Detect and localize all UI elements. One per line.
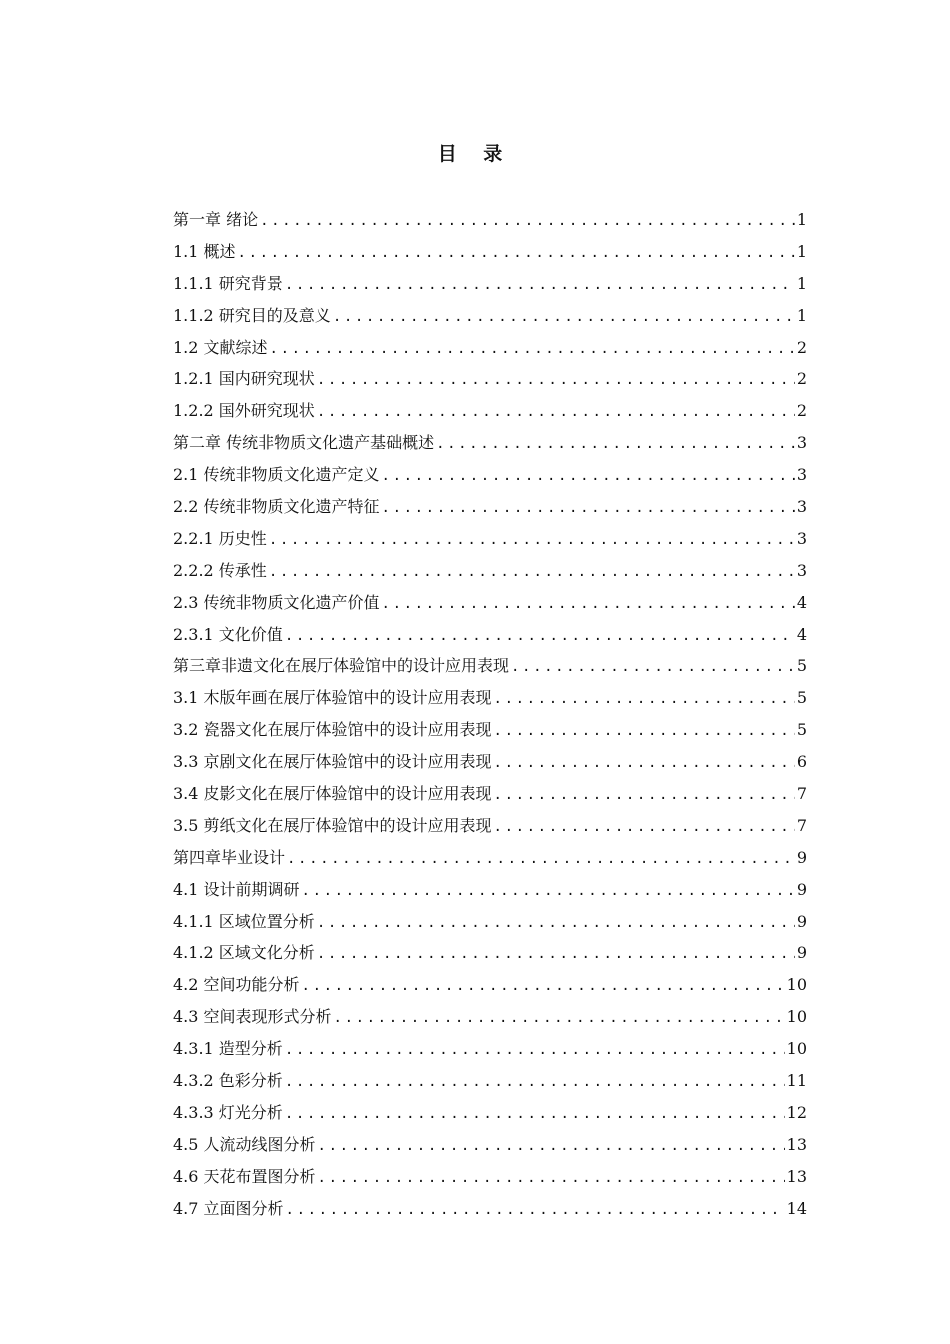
- toc-dot-leader: [382, 461, 795, 493]
- toc-entry-label: 1.2.2 国外研究现状: [173, 401, 315, 421]
- toc-entry[interactable]: [173, 427, 807, 459]
- toc-dot-leader: [286, 1195, 785, 1227]
- toc-entry-label: 3.4 皮影文化在展厅体验馆中的设计应用表现: [173, 784, 492, 804]
- toc-dot-leader: [494, 684, 795, 716]
- toc-entry[interactable]: [173, 1097, 807, 1129]
- toc-entry-label: 4.3.2 色彩分析: [173, 1071, 283, 1091]
- toc-entry[interactable]: [173, 842, 807, 874]
- toc-entry-label: 3.3 京剧文化在展厅体验馆中的设计应用表现: [173, 752, 492, 772]
- toc-dot-leader: [494, 812, 795, 844]
- toc-dot-leader: [302, 971, 785, 1003]
- toc-entry[interactable]: [173, 969, 807, 1001]
- toc-entry[interactable]: [173, 395, 807, 427]
- toc-entry-label: 4.6 天花布置图分析: [173, 1166, 316, 1186]
- toc-entry-label: 第三章非遗文化在展厅体验馆中的设计应用表现: [173, 656, 510, 676]
- toc-entry-label: 第四章毕业设计: [173, 847, 286, 867]
- toc-dot-leader: [285, 621, 795, 653]
- toc-dot-leader: [270, 334, 795, 366]
- toc-entry[interactable]: [173, 906, 807, 938]
- toc-entry[interactable]: [173, 1129, 807, 1161]
- toc-entry-label: 3.2 瓷器文化在展厅体验馆中的设计应用表现: [173, 720, 492, 740]
- toc-entry-label: 4.1 设计前期调研: [173, 879, 300, 899]
- toc-entry-label: 2.1 传统非物质文化遗产定义: [173, 465, 380, 485]
- toc-entry[interactable]: [173, 746, 807, 778]
- toc-entry-label: 3.1 木版年画在展厅体验馆中的设计应用表现: [173, 688, 492, 708]
- toc-entry-label: 2.2 传统非物质文化遗产特征: [173, 497, 380, 517]
- toc-entry[interactable]: [173, 778, 807, 810]
- toc-entry-label: 4.7 立面图分析: [173, 1198, 284, 1218]
- toc-entry-label: 1.2.1 国内研究现状: [173, 369, 315, 389]
- toc-entry-page-number: 1: [796, 241, 807, 261]
- toc-entry[interactable]: [173, 937, 807, 969]
- toc-entry[interactable]: [173, 491, 807, 523]
- toc-entry-page-number: 3: [796, 497, 807, 517]
- toc-dot-leader: [269, 557, 795, 589]
- toc-entry[interactable]: [173, 714, 807, 746]
- toc-dot-leader: [285, 1099, 785, 1131]
- toc-dot-leader: [285, 1035, 785, 1067]
- toc-entry-page-number: 10: [786, 975, 807, 995]
- toc-entry[interactable]: [173, 1161, 807, 1193]
- toc-entry[interactable]: [173, 650, 807, 682]
- toc-entry-label: 4.5 人流动线图分析: [173, 1134, 316, 1154]
- toc-entry-page-number: 13: [786, 1134, 807, 1154]
- toc-dot-leader: [334, 1003, 785, 1035]
- toc-entry-page-number: 7: [796, 815, 807, 835]
- toc-entry[interactable]: [173, 1065, 807, 1097]
- toc-entry-label: 1.2 文献综述: [173, 337, 268, 357]
- page-title: 目 录: [437, 143, 513, 165]
- toc-dot-leader: [333, 302, 795, 334]
- toc-entry-page-number: 9: [796, 943, 807, 963]
- toc-entry[interactable]: [173, 523, 807, 555]
- toc-entry[interactable]: [173, 874, 807, 906]
- toc-entry-label: 2.3.1 文化价值: [173, 624, 283, 644]
- toc-dot-leader: [285, 270, 795, 302]
- toc-entry[interactable]: [173, 1193, 807, 1225]
- toc-entry-label: 1.1 概述: [173, 241, 236, 261]
- toc-entry-page-number: 14: [786, 1198, 807, 1218]
- toc-dot-leader: [494, 716, 795, 748]
- toc-dot-leader: [318, 1131, 785, 1163]
- toc-entry-label: 1.1.2 研究目的及意义: [173, 305, 331, 325]
- toc-entry-page-number: 7: [796, 784, 807, 804]
- toc-entry-page-number: 11: [786, 1071, 807, 1091]
- toc-dot-leader: [494, 748, 795, 780]
- toc-entry-label: 第一章 绪论: [173, 210, 259, 229]
- toc-entry[interactable]: [173, 682, 807, 714]
- toc-entry-label: 4.1.2 区域文化分析: [173, 943, 315, 963]
- toc-entry-page-number: 1: [796, 305, 807, 325]
- toc-entry[interactable]: [173, 587, 807, 619]
- toc-dot-leader: [494, 780, 795, 812]
- toc-entry-label: 1.1.1 研究背景: [173, 273, 283, 293]
- toc-entry-page-number: 3: [796, 560, 807, 580]
- toc-entry-label: 2.2.2 传承性: [173, 560, 267, 580]
- toc-entry[interactable]: [173, 1033, 807, 1065]
- toc-entry[interactable]: [173, 1001, 807, 1033]
- toc-dot-leader: [436, 429, 795, 461]
- toc-entry[interactable]: [173, 268, 807, 300]
- toc-entry-page-number: 6: [796, 752, 807, 772]
- toc-entry[interactable]: [173, 236, 807, 268]
- toc-entry-page-number: 12: [786, 1102, 807, 1122]
- toc-entry-page-number: 4: [796, 624, 807, 644]
- toc-entry-page-number: 1: [796, 273, 807, 293]
- toc-entry-page-number: 4: [796, 592, 807, 612]
- toc-entry-page-number: 9: [796, 879, 807, 899]
- toc-entry-page-number: 2: [796, 401, 807, 421]
- toc-entry[interactable]: [173, 300, 807, 332]
- toc-entry-label: 3.5 剪纸文化在展厅体验馆中的设计应用表现: [173, 815, 492, 835]
- toc-entry[interactable]: [173, 619, 807, 651]
- toc-entry-page-number: 9: [796, 911, 807, 931]
- toc-dot-leader: [382, 589, 795, 621]
- toc-dot-leader: [317, 908, 795, 940]
- toc-entry-page-number: 3: [796, 528, 807, 548]
- toc-entry[interactable]: [173, 363, 807, 395]
- toc-dot-leader: [511, 652, 795, 684]
- toc-entry-page-number: 1: [796, 210, 807, 229]
- toc-dot-leader: [269, 525, 795, 557]
- toc-dot-leader: [317, 365, 795, 397]
- toc-entry-page-number: 10: [786, 1039, 807, 1059]
- toc-entry-page-number: 2: [796, 369, 807, 389]
- toc-entry-label: 4.1.1 区域位置分析: [173, 911, 315, 931]
- toc-entry-page-number: 5: [796, 720, 807, 740]
- toc-entry-page-number: 9: [796, 847, 807, 867]
- toc-dot-leader: [287, 844, 795, 876]
- toc-entry[interactable]: [173, 810, 807, 842]
- toc-dot-leader: [260, 206, 795, 238]
- table-of-contents: [173, 204, 807, 1225]
- toc-entry-page-number: 13: [786, 1166, 807, 1186]
- toc-entry-page-number: 5: [796, 688, 807, 708]
- toc-entry-label: 4.2 空间功能分析: [173, 975, 300, 995]
- toc-entry-label: 4.3 空间表现形式分析: [173, 1007, 332, 1027]
- toc-dot-leader: [238, 238, 795, 270]
- toc-dot-leader: [317, 397, 795, 429]
- toc-entry[interactable]: [173, 332, 807, 364]
- toc-entry-page-number: 3: [796, 433, 807, 453]
- toc-entry[interactable]: [173, 204, 807, 236]
- toc-entry-label: 第二章 传统非物质文化遗产基础概述: [173, 433, 435, 453]
- toc-entry-label: 4.3.1 造型分析: [173, 1039, 283, 1059]
- toc-entry-page-number: 10: [786, 1007, 807, 1027]
- toc-dot-leader: [318, 1163, 785, 1195]
- toc-entry-page-number: 2: [796, 337, 807, 357]
- toc-entry-label: 4.3.3 灯光分析: [173, 1102, 283, 1122]
- toc-entry-page-number: 3: [796, 465, 807, 485]
- toc-dot-leader: [317, 939, 795, 971]
- toc-dot-leader: [382, 493, 795, 525]
- toc-dot-leader: [302, 876, 795, 908]
- toc-entry[interactable]: [173, 459, 807, 491]
- toc-entry[interactable]: [173, 555, 807, 587]
- toc-entry-label: 2.3 传统非物质文化遗产价值: [173, 592, 380, 612]
- toc-entry-label: 2.2.1 历史性: [173, 528, 267, 548]
- toc-entry-page-number: 5: [796, 656, 807, 676]
- toc-dot-leader: [285, 1067, 785, 1099]
